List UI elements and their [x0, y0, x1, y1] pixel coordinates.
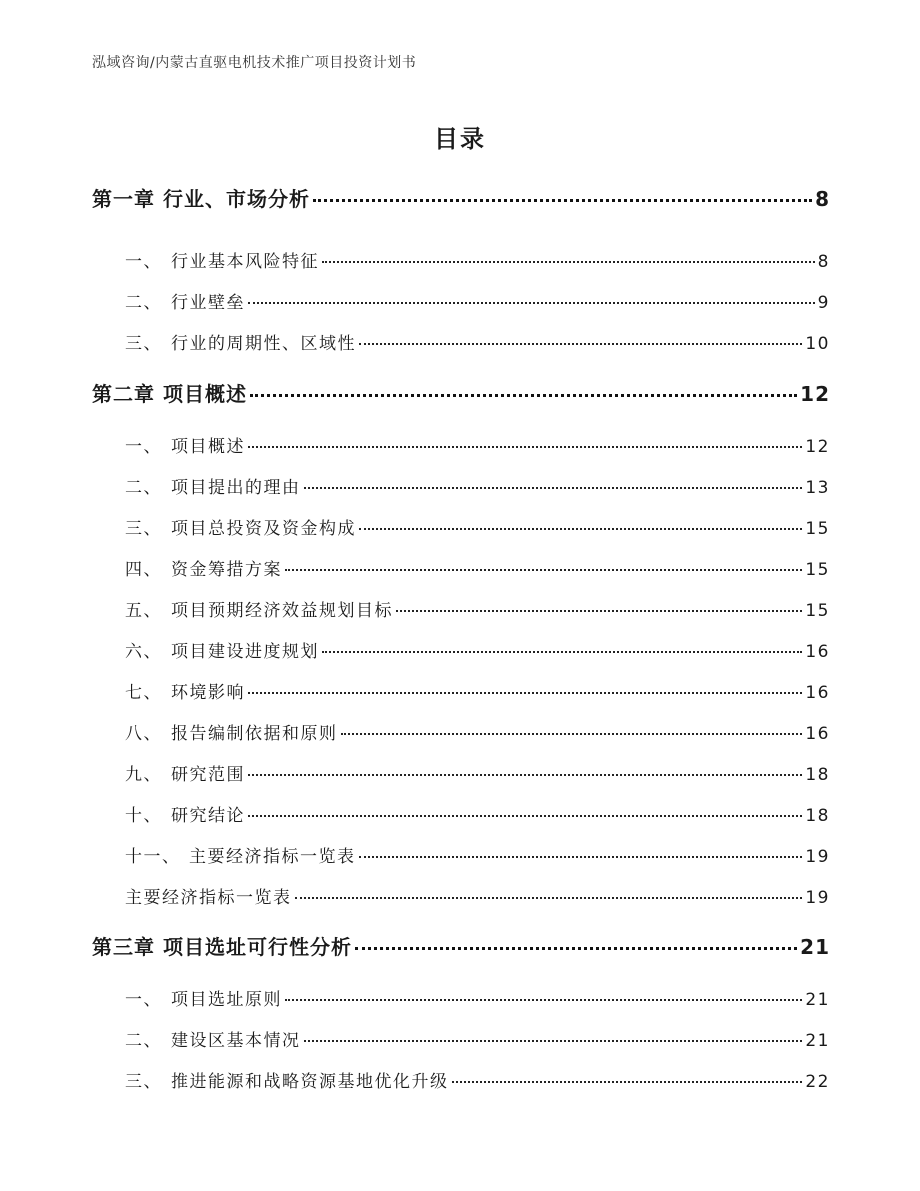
- toc-entry-label: 项目总投资及资金构成: [171, 519, 356, 539]
- toc-section-2-12[interactable]: [125, 883, 830, 908]
- toc-section-number: 十、: [125, 806, 162, 826]
- toc-section-2-3[interactable]: [125, 514, 830, 539]
- toc-page-number: 8: [815, 187, 830, 211]
- toc-section-number: 八、: [125, 724, 162, 744]
- dot-leader: [248, 692, 802, 694]
- dot-leader: [250, 394, 797, 397]
- toc-section-2-8[interactable]: [125, 719, 830, 744]
- toc-section-3-2[interactable]: [125, 1026, 830, 1051]
- toc-section-1-2[interactable]: [125, 288, 830, 313]
- dot-leader: [248, 302, 815, 304]
- toc-page-number: 16: [805, 724, 830, 744]
- toc-section-number: 二、: [125, 293, 162, 313]
- dot-leader: [248, 815, 802, 817]
- toc-section-2-1[interactable]: [125, 432, 830, 457]
- dot-leader: [304, 487, 803, 489]
- toc-page-number: 18: [805, 765, 830, 785]
- dot-leader: [322, 651, 802, 653]
- dot-leader: [248, 774, 802, 776]
- dot-leader: [304, 1040, 803, 1042]
- toc-entry-label: 研究结论: [171, 806, 245, 826]
- toc-page-number: 21: [805, 990, 830, 1010]
- dot-leader: [359, 528, 802, 530]
- dot-leader: [248, 446, 802, 448]
- toc-entry-label: 第一章 行业、市场分析: [92, 187, 310, 211]
- toc-page-number: 19: [805, 888, 830, 908]
- toc-section-number: 三、: [125, 334, 162, 354]
- dot-leader: [396, 610, 802, 612]
- toc-section-number: 一、: [125, 990, 162, 1010]
- dot-leader: [359, 343, 802, 345]
- dot-leader: [359, 856, 803, 858]
- toc-page-number: 9: [817, 293, 830, 313]
- toc-page-number: 15: [805, 519, 830, 539]
- toc-title: 目录: [434, 125, 486, 153]
- toc-section-2-10[interactable]: [125, 801, 830, 826]
- dot-leader: [355, 947, 797, 950]
- toc-page-number: 22: [805, 1072, 830, 1092]
- toc-chapter-2[interactable]: [92, 378, 830, 407]
- dot-leader: [285, 999, 802, 1001]
- toc-entry-label: 推进能源和战略资源基地优化升级: [171, 1072, 449, 1092]
- toc-section-number: 二、: [125, 1031, 162, 1051]
- toc-section-2-4[interactable]: [125, 555, 830, 580]
- toc-section-2-7[interactable]: [125, 678, 830, 703]
- toc-page-number: 12: [800, 382, 830, 406]
- toc-section-1-3[interactable]: [125, 329, 830, 354]
- dot-leader: [322, 261, 815, 263]
- toc-page-number: 16: [805, 683, 830, 703]
- toc-section-3-1[interactable]: [125, 985, 830, 1010]
- dot-leader: [313, 199, 812, 202]
- toc-page-number: 21: [805, 1031, 830, 1051]
- toc-section-1-1[interactable]: [125, 247, 830, 272]
- toc-section-2-6[interactable]: [125, 637, 830, 662]
- dot-leader: [341, 733, 803, 735]
- toc-entry-label: 行业壁垒: [171, 293, 245, 313]
- toc-entry-label: 主要经济指标一览表: [125, 888, 292, 908]
- toc-section-number: 一、: [125, 437, 162, 457]
- toc-section-number: 一、: [125, 252, 162, 272]
- toc-section-number: 二、: [125, 478, 162, 498]
- toc-entry-label: 报告编制依据和原则: [171, 724, 338, 744]
- toc-section-number: 四、: [125, 560, 162, 580]
- toc-entry-label: 研究范围: [171, 765, 245, 785]
- toc-page-number: 8: [817, 252, 830, 272]
- toc-section-3-3[interactable]: [125, 1067, 830, 1092]
- dot-leader: [452, 1081, 803, 1083]
- toc-entry-label: 建设区基本情况: [171, 1031, 301, 1051]
- toc-page-number: 16: [805, 642, 830, 662]
- toc-section-2-11[interactable]: [125, 842, 830, 867]
- toc-chapter-3[interactable]: [92, 931, 830, 960]
- toc-page-number: 12: [805, 437, 830, 457]
- toc-section-number: 六、: [125, 642, 162, 662]
- toc-entry-label: 行业基本风险特征: [171, 252, 319, 272]
- toc-page-number: 19: [805, 847, 830, 867]
- toc-entry-label: 项目建设进度规划: [171, 642, 319, 662]
- toc-entry-label: 第三章 项目选址可行性分析: [92, 935, 352, 959]
- toc-entry-label: 项目提出的理由: [171, 478, 301, 498]
- toc-entry-label: 行业的周期性、区域性: [171, 334, 356, 354]
- toc-page-number: 15: [805, 560, 830, 580]
- toc-chapter-1[interactable]: [92, 183, 830, 212]
- toc-section-2-5[interactable]: [125, 596, 830, 621]
- toc-section-number: 七、: [125, 683, 162, 703]
- toc-section-2-2[interactable]: [125, 473, 830, 498]
- dot-leader: [295, 897, 803, 899]
- toc-section-number: 九、: [125, 765, 162, 785]
- dot-leader: [285, 569, 802, 571]
- toc-entry-label: 项目预期经济效益规划目标: [171, 601, 393, 621]
- toc-page-number: 18: [805, 806, 830, 826]
- toc-entry-label: 第二章 项目概述: [92, 382, 247, 406]
- running-header: 泓域咨询/内蒙古直驱电机技术推广项目投资计划书: [92, 55, 417, 71]
- toc-section-2-9[interactable]: [125, 760, 830, 785]
- toc-page-number: 13: [805, 478, 830, 498]
- toc-entry-label: 项目选址原则: [171, 990, 282, 1010]
- toc-page-number: 10: [805, 334, 830, 354]
- toc-entry-label: 资金筹措方案: [171, 560, 282, 580]
- toc-entry-label: 项目概述: [171, 437, 245, 457]
- toc-entry-label: 主要经济指标一览表: [189, 847, 356, 867]
- toc-section-number: 十一、: [125, 847, 181, 867]
- toc-page-number: 15: [805, 601, 830, 621]
- toc-section-number: 三、: [125, 1072, 162, 1092]
- toc-section-number: 五、: [125, 601, 162, 621]
- toc-entry-label: 环境影响: [171, 683, 245, 703]
- toc-page-number: 21: [800, 935, 830, 959]
- toc-section-number: 三、: [125, 519, 162, 539]
